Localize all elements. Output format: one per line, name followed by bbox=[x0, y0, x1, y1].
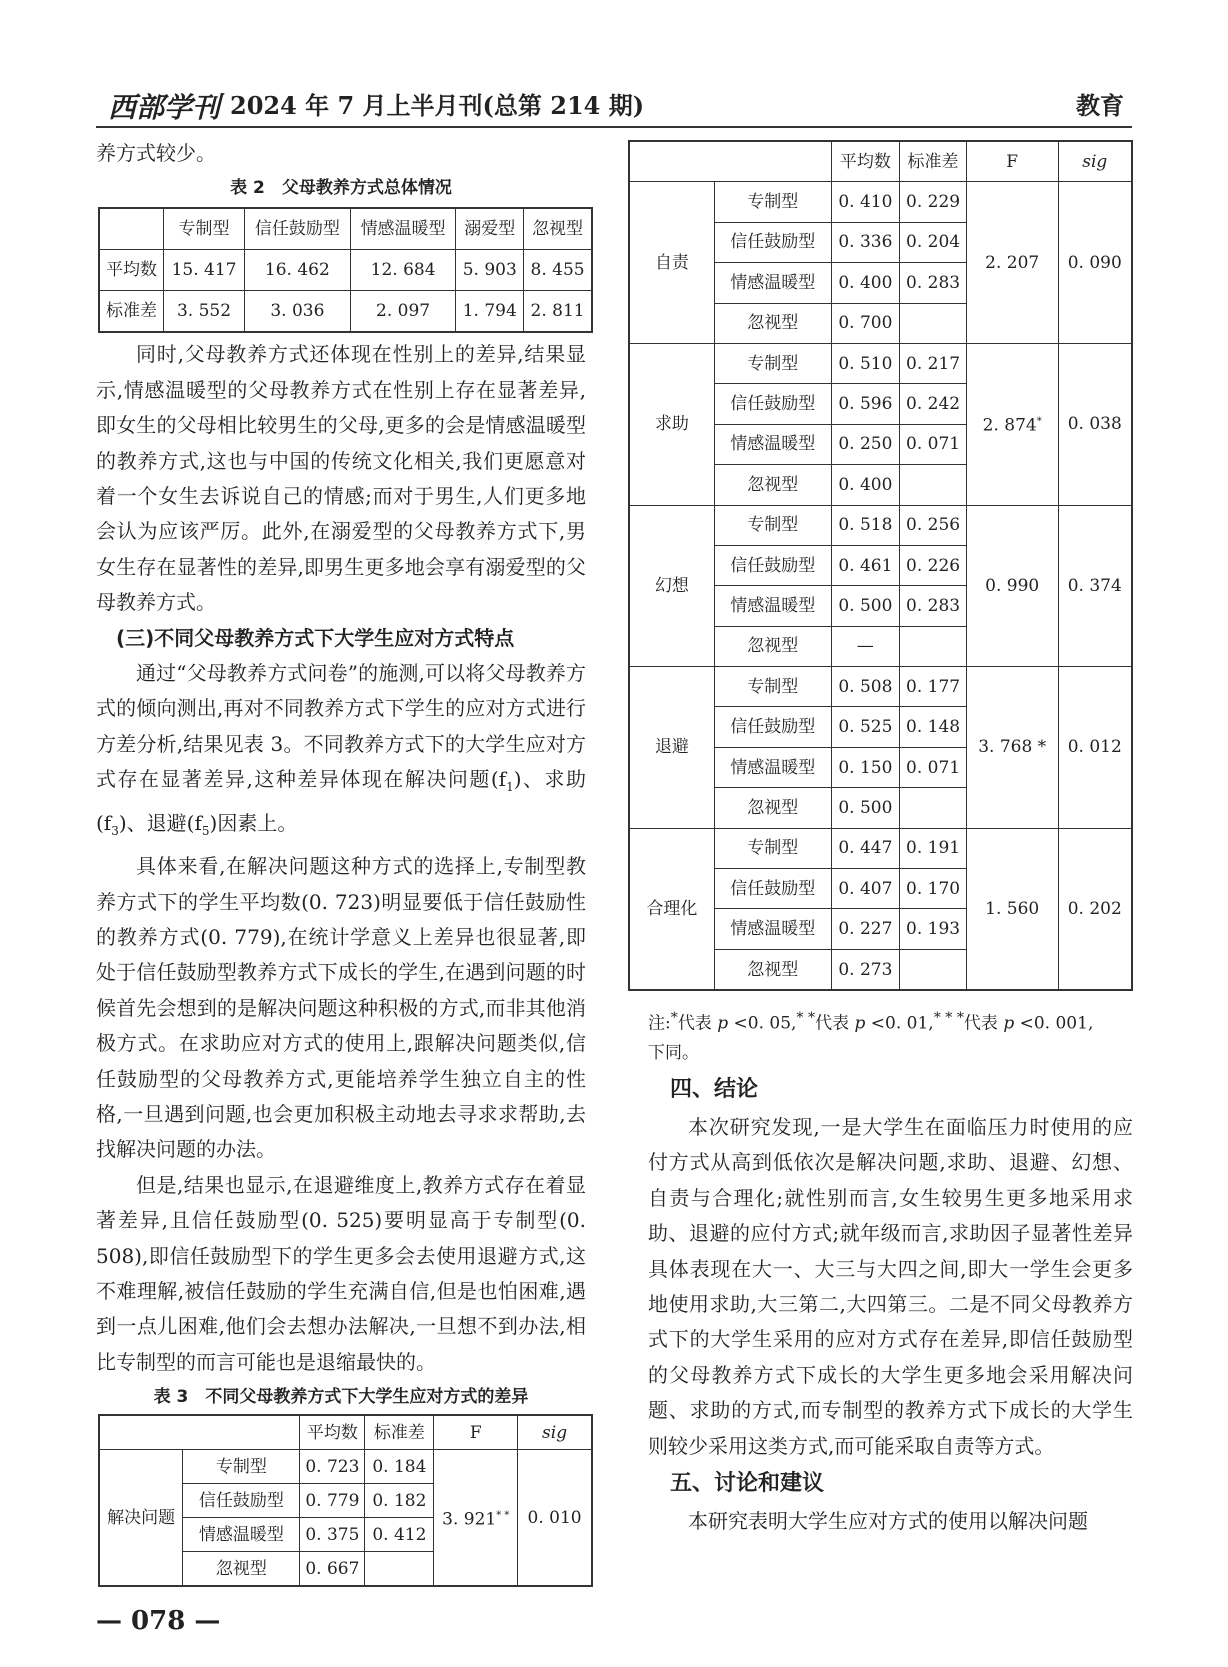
mean-cell: 0. 227 bbox=[831, 909, 900, 949]
mean-cell: 0. 667 bbox=[300, 1552, 365, 1587]
parenting-style-label: 信任鼓励型 bbox=[714, 545, 831, 585]
table-row bbox=[99, 250, 592, 291]
sd-cell: 0. 226 bbox=[900, 545, 967, 585]
parenting-style-label: 专制型 bbox=[714, 828, 831, 868]
section-heading: 四、结论 bbox=[670, 1077, 759, 1102]
parenting-style-label: 情感温暖型 bbox=[714, 424, 831, 464]
table3-part1 bbox=[98, 1414, 593, 1587]
coping-style-label: 自责 bbox=[629, 182, 714, 344]
table-cell: 1. 794 bbox=[456, 291, 524, 333]
mean-cell: 0. 525 bbox=[831, 707, 900, 747]
f-value: 2. 207 bbox=[966, 182, 1058, 344]
table-row bbox=[99, 1450, 592, 1484]
parenting-style-label: 专制型 bbox=[714, 505, 831, 545]
coping-style-label: 幻想 bbox=[629, 505, 714, 667]
sd-cell bbox=[900, 626, 967, 666]
table-cell: 16. 462 bbox=[245, 250, 351, 291]
right-column bbox=[648, 1070, 1133, 1539]
sd-cell bbox=[365, 1552, 434, 1587]
sd-cell: 0. 184 bbox=[365, 1450, 434, 1484]
sd-cell: 0. 242 bbox=[900, 384, 967, 424]
mean-cell: 0. 250 bbox=[831, 424, 900, 464]
parenting-style-label: 专制型 bbox=[714, 667, 831, 707]
f-value: 0. 990 bbox=[966, 505, 1058, 667]
f-value: 2. 874* bbox=[966, 343, 1058, 505]
column-header: 溺爱型 bbox=[456, 208, 524, 250]
mean-cell: 0. 723 bbox=[300, 1450, 365, 1484]
parenting-style-label: 忽视型 bbox=[183, 1552, 300, 1587]
paragraph: 养方式较少。 bbox=[96, 141, 216, 165]
paragraph: 但是,结果也显示,在退避维度上,教养方式存在着显著差异,且信任鼓励型(0. 525)要明显高于专制型(0. 508),即信任鼓励型下的学生更多会去使用退避方式,这不难理解,被信任鼓励的学生充满自信,但是也怕困难,遇到一点儿困难,他们会去想办法解决,一旦想不到办法,相比专制型的而言可能也是退缩最快的。 bbox=[96, 1172, 586, 1374]
mean-cell: 0. 375 bbox=[300, 1518, 365, 1552]
table-row bbox=[629, 828, 1132, 868]
table-row bbox=[629, 343, 1132, 383]
page-number: — 078 — bbox=[96, 1606, 221, 1636]
table-cell: 5. 903 bbox=[456, 250, 524, 291]
table-corner bbox=[99, 208, 164, 250]
row-header: 平均数 bbox=[99, 250, 164, 291]
sig-value: 0. 012 bbox=[1058, 667, 1132, 829]
sig-value: 0. 090 bbox=[1058, 182, 1132, 344]
f-value: 3. 768 * bbox=[966, 667, 1058, 829]
table2-caption: 表 2 父母教养方式总体情况 bbox=[230, 178, 452, 199]
mean-cell: 0. 407 bbox=[831, 869, 900, 909]
column-header: 信任鼓励型 bbox=[245, 208, 351, 250]
sd-cell: 0. 217 bbox=[900, 343, 967, 383]
sd-cell: 0. 191 bbox=[900, 828, 967, 868]
sd-cell bbox=[900, 465, 967, 505]
sd-cell: 0. 177 bbox=[900, 667, 967, 707]
table-cell: 2. 097 bbox=[350, 291, 456, 333]
table-cell: 12. 684 bbox=[350, 250, 456, 291]
coping-style-label: 解决问题 bbox=[99, 1450, 183, 1587]
parenting-style-label: 忽视型 bbox=[714, 303, 831, 343]
sd-cell: 0. 229 bbox=[900, 182, 967, 222]
mean-cell: 0. 510 bbox=[831, 343, 900, 383]
parenting-style-label: 信任鼓励型 bbox=[714, 384, 831, 424]
column-header: F bbox=[966, 141, 1058, 182]
table3-caption: 表 3 不同父母教养方式下大学生应对方式的差异 bbox=[153, 1387, 529, 1408]
mean-cell: 0. 273 bbox=[831, 949, 900, 990]
sd-cell: 0. 204 bbox=[900, 222, 967, 262]
column-header: F bbox=[434, 1415, 518, 1450]
table3-part2 bbox=[628, 140, 1133, 991]
column-header: sig bbox=[518, 1415, 592, 1450]
sd-cell: 0. 148 bbox=[900, 707, 967, 747]
mean-cell: 0. 461 bbox=[831, 545, 900, 585]
mean-cell: 0. 400 bbox=[831, 465, 900, 505]
parenting-style-label: 信任鼓励型 bbox=[714, 222, 831, 262]
table-cell: 2. 811 bbox=[524, 291, 592, 333]
paragraph: 本次研究发现,一是大学生在面临压力时使用的应付方式从高到低依次是解决问题,求助、退避、幻想、自责与合理化;就性别而言,女生较男生更多地采用求助、退避的应付方式;就年级而言,求助因子显著性差异具体表现在大一、大三与大四之间,即大一学生会更多地使用求助,大三第二,大四第三。二是不同父母教养方式下的大学生采用的应对方式存在差异,即信任鼓励型的父母教养方式下成长的大学生更多地会采用解决问题、求助的方式,而专制型的教养方式下成长的大学生则较少采用这类方式,而可能采取自责等方式。 bbox=[648, 1115, 1133, 1458]
paragraph: 通过“父母教养方式问卷”的施测,可以将父母教养方式的倾向测出,再对不同教养方式下学生的应对方式进行方差分析,结果见表 3。不同教养方式下的大学生应对方式存在显著差异,这种差异体现在解决问题$(f_1)$、求助$(f_3)$、退避$(f_5)$因素上。 bbox=[96, 661, 587, 838]
row-header: 标准差 bbox=[99, 291, 164, 333]
table-row bbox=[629, 505, 1132, 545]
parenting-style-label: 情感温暖型 bbox=[183, 1518, 300, 1552]
parenting-style-label: 专制型 bbox=[714, 343, 831, 383]
sd-cell: 0. 283 bbox=[900, 586, 967, 626]
coping-style-label: 合理化 bbox=[629, 828, 714, 990]
paragraph: 本研究表明大学生应对方式的使用以解决问题 bbox=[688, 1509, 1088, 1534]
column-header: 标准差 bbox=[900, 141, 967, 182]
column-header: 专制型 bbox=[164, 208, 245, 250]
column-header: 平均数 bbox=[300, 1415, 365, 1450]
sd-cell: 0. 412 bbox=[365, 1518, 434, 1552]
sig-value: 0. 202 bbox=[1058, 828, 1132, 990]
sd-cell: 0. 193 bbox=[900, 909, 967, 949]
sig-value: 0. 010 bbox=[518, 1450, 592, 1587]
mean-cell: 0. 500 bbox=[831, 788, 900, 828]
table-cell: 3. 036 bbox=[245, 291, 351, 333]
paragraph: 具体来看,在解决问题这种方式的选择上,专制型教养方式下的学生平均数(0. 723)明显要低于信任鼓励性的教养方式(0. 779),在统计学意义上差异也很显著,即处于信任鼓励型教养方式下成长的学生,在遇到问题的时候首先会想到的是解决问题这种积极的方式,而非其他消极方式。在求助应对方式的使用上,跟解决问题类似,信任鼓励型的父母教养方式,更能培养学生独立自主的性格,一旦遇到问题,也会更加积极主动地去寻求求帮助,去找解决问题的办法。 bbox=[96, 854, 586, 1162]
sd-cell: 0. 182 bbox=[365, 1484, 434, 1518]
column-header: 平均数 bbox=[831, 141, 900, 182]
mean-cell: 0. 518 bbox=[831, 505, 900, 545]
mean-cell: 0. 336 bbox=[831, 222, 900, 262]
left-column bbox=[96, 136, 586, 1587]
sd-cell bbox=[900, 303, 967, 343]
issue-title: 2024 年 7 月上半月刊(总第 214 期) bbox=[230, 91, 645, 120]
sd-cell: 0. 170 bbox=[900, 869, 967, 909]
parenting-style-label: 信任鼓励型 bbox=[183, 1484, 300, 1518]
table2 bbox=[98, 207, 593, 333]
parenting-style-label: 专制型 bbox=[183, 1450, 300, 1484]
parenting-style-label: 专制型 bbox=[714, 182, 831, 222]
parenting-style-label: 情感温暖型 bbox=[714, 747, 831, 787]
parenting-style-label: 忽视型 bbox=[714, 626, 831, 666]
subsection-heading: (三)不同父母教养方式下大学生应对方式特点 bbox=[116, 625, 515, 650]
table-cell: 3. 552 bbox=[164, 291, 245, 333]
parenting-style-label: 情感温暖型 bbox=[714, 263, 831, 303]
table-note: 注:*代表 p <0. 05,* *代表 p <0. 01,* * *代表 p <0. 001, 下同。 bbox=[648, 1010, 1094, 1063]
table-row bbox=[99, 291, 592, 333]
sig-value: 0. 374 bbox=[1058, 505, 1132, 667]
table-corner bbox=[629, 141, 831, 182]
table-corner bbox=[99, 1415, 300, 1450]
column-header: 忽视型 bbox=[524, 208, 592, 250]
mean-cell: 0. 700 bbox=[831, 303, 900, 343]
parenting-style-label: 忽视型 bbox=[714, 788, 831, 828]
f-value: 1. 560 bbox=[966, 828, 1058, 990]
mean-cell: 0. 410 bbox=[831, 182, 900, 222]
section-heading: 五、讨论和建议 bbox=[670, 1471, 825, 1497]
parenting-style-label: 情感温暖型 bbox=[714, 586, 831, 626]
table-row bbox=[629, 182, 1132, 222]
parenting-style-label: 忽视型 bbox=[714, 949, 831, 990]
paragraph: 同时,父母教养方式还体现在性别上的差异,结果显示,情感温暖型的父母教养方式在性别上存在显著差异,即女生的父母相比较男生的父母,更多的会是情感温暖型的教养方式,这也与中国的传统文化相关,我们更愿意对着一个女生去诉说自己的情感;而对于男生,人们更多地会认为应该严厉。此外,在溺爱型的父母教养方式下,男女生存在显著性的差异,即男生更多地会享有溺爱型的父母教养方式。 bbox=[96, 342, 586, 615]
mean-cell: 0. 447 bbox=[831, 828, 900, 868]
mean-cell: 0. 500 bbox=[831, 586, 900, 626]
sd-cell: 0. 283 bbox=[900, 263, 967, 303]
section-name: 教育 bbox=[1076, 91, 1124, 120]
f-value: 3. 921* * bbox=[434, 1450, 518, 1587]
column-header: 标准差 bbox=[365, 1415, 434, 1450]
sd-cell: 0. 071 bbox=[900, 747, 967, 787]
mean-cell: 0. 150 bbox=[831, 747, 900, 787]
mean-cell: — bbox=[831, 626, 900, 666]
parenting-style-label: 情感温暖型 bbox=[714, 909, 831, 949]
parenting-style-label: 忽视型 bbox=[714, 465, 831, 505]
parenting-style-label: 信任鼓励型 bbox=[714, 869, 831, 909]
page-header bbox=[96, 80, 1132, 128]
mean-cell: 0. 508 bbox=[831, 667, 900, 707]
journal-logo: 西部学刊 bbox=[108, 91, 221, 124]
table-row bbox=[629, 667, 1132, 707]
sd-cell bbox=[900, 949, 967, 990]
column-header: 情感温暖型 bbox=[350, 208, 456, 250]
sd-cell: 0. 256 bbox=[900, 505, 967, 545]
table-cell: 15. 417 bbox=[164, 250, 245, 291]
mean-cell: 0. 400 bbox=[831, 263, 900, 303]
mean-cell: 0. 596 bbox=[831, 384, 900, 424]
sig-value: 0. 038 bbox=[1058, 343, 1132, 505]
mean-cell: 0. 779 bbox=[300, 1484, 365, 1518]
table-cell: 8. 455 bbox=[524, 250, 592, 291]
sd-cell: 0. 071 bbox=[900, 424, 967, 464]
sd-cell bbox=[900, 788, 967, 828]
column-header: sig bbox=[1058, 141, 1132, 182]
coping-style-label: 求助 bbox=[629, 343, 714, 505]
parenting-style-label: 信任鼓励型 bbox=[714, 707, 831, 747]
coping-style-label: 退避 bbox=[629, 667, 714, 829]
